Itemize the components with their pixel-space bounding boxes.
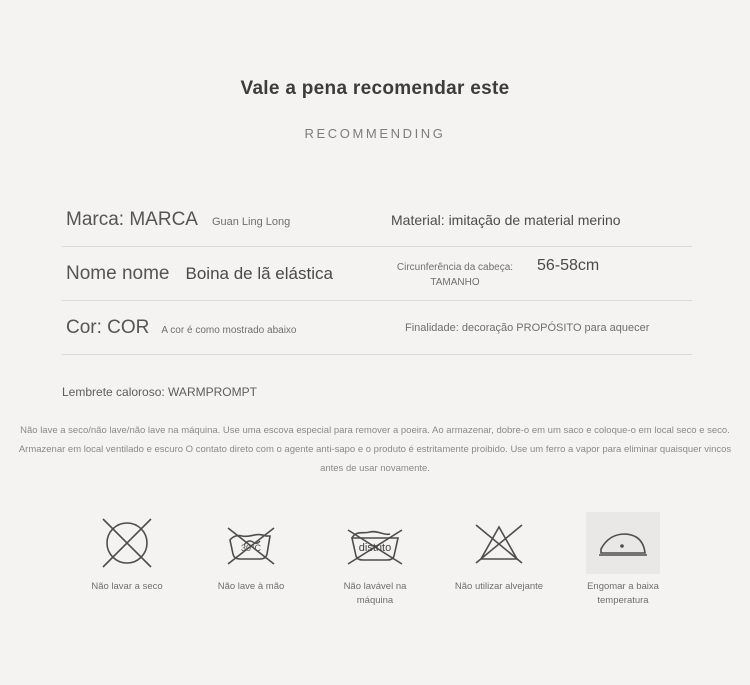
spec-cell-size	[377, 257, 692, 290]
care-icon-item	[575, 512, 671, 609]
care-icon-caption: Não lavar a seco	[91, 581, 163, 592]
care-icon-row	[0, 512, 750, 609]
care-icon-item	[327, 512, 423, 609]
spec-cell-purpose	[377, 322, 692, 334]
no-machine-wash-inner-text: distrito	[358, 542, 392, 554]
no-hand-wash-icon	[203, 512, 299, 574]
page-subtitle: RECOMMENDING	[304, 126, 446, 141]
no-dry-clean-icon	[79, 512, 175, 574]
iron-low-temperature-icon	[586, 512, 660, 574]
care-icon-item	[203, 512, 299, 609]
svg-text:30°C: 30°C	[240, 543, 262, 553]
spec-value-brand: Guan Ling Long	[211, 215, 291, 228]
care-icon-item	[79, 512, 175, 609]
spec-label-size-line2: TAMANHO	[430, 277, 480, 288]
spec-table	[62, 193, 692, 355]
care-icon-caption: Não lavável na máquina	[343, 581, 407, 607]
spec-label-brand: Marca: MARCA	[66, 208, 198, 230]
table-row	[62, 301, 692, 355]
table-row	[62, 247, 692, 301]
spec-label-purpose: Finalidade: decoração PROPÓSITO para aquecer	[405, 321, 650, 334]
spec-cell-brand	[62, 209, 377, 231]
no-machine-wash-icon	[327, 512, 423, 574]
spec-label-material: Material: imitação de material merino	[391, 211, 621, 228]
care-icon-item	[451, 512, 547, 609]
care-instructions-line-2: Armazenar em local ventilado e escuro O contato direto com o agente anti-sapo e o produto é estritamente proibido. Use um ferro a vapor para eliminar quaisquer vincos antes de usar novamente.	[18, 444, 732, 474]
spec-value-color: A cor é como mostrado abaixo	[161, 324, 297, 336]
spec-cell-material	[377, 212, 692, 228]
warm-prompt: Lembrete caloroso: WARMPROMPT	[62, 385, 257, 399]
spec-cell-name	[62, 263, 377, 285]
spec-label-size	[391, 260, 519, 290]
spec-label-name: Nome nome	[66, 262, 170, 284]
no-bleach-icon	[451, 512, 547, 574]
spec-cell-color	[62, 317, 377, 339]
page-title: Vale a pena recomendar este	[240, 78, 510, 99]
care-instructions-line-1: Não lave a seco/não lave/não lave na máquina. Use uma escova especial para remover a poeira. Ao armazenar, dobre-o em um saco e coloque-o em local seco e seco.	[20, 425, 730, 436]
spec-label-color: Cor: COR	[66, 316, 150, 338]
page-header	[0, 0, 750, 141]
spec-label-size-line1: Circunferência da cabeça:	[396, 262, 514, 273]
spec-value-name: Boina de lã elástica	[185, 263, 333, 283]
care-instructions	[14, 421, 736, 478]
table-row	[62, 193, 692, 247]
care-icon-caption: Engomar a baixa temperatura	[587, 581, 659, 607]
care-icon-caption: Não lave à mão	[217, 581, 285, 592]
spec-value-size: 56-58cm	[537, 257, 600, 274]
care-icon-caption: Não utilizar alvejante	[454, 581, 544, 592]
